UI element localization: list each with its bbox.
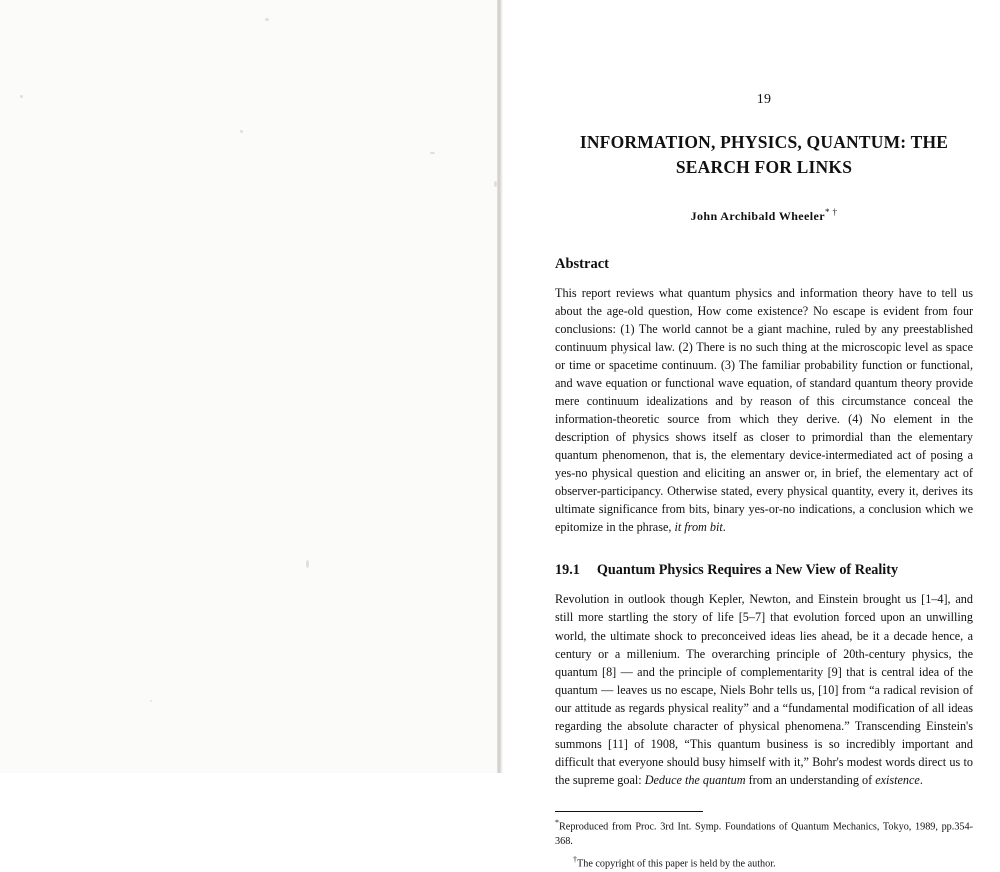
- footnote-1: [555, 817, 973, 849]
- scan-speckle: [20, 95, 23, 98]
- scan-speckle: [494, 181, 497, 187]
- paragraph-italic-b: existence: [875, 772, 920, 787]
- abstract-paragraph: [555, 284, 973, 537]
- author-footnote-marks: * †: [824, 206, 838, 217]
- abstract-heading: Abstract: [555, 255, 609, 272]
- scan-speckle: [265, 18, 269, 21]
- footnote-2-text: The copyright of this paper is held by the author.: [577, 858, 776, 870]
- scan-speckle: [306, 560, 309, 568]
- page-title: INFORMATION, PHYSICS, QUANTUM: THE SEARCH FOR LINKS: [579, 132, 949, 178]
- footnote-1-mark: *: [555, 817, 559, 827]
- abstract-body: This report reviews what quantum physics and information theory have to tell us about the age-old question, How come existence? No escape is evident from four conclusions: (1) The world cannot be a giant machine, ruled by any preestablished continuum physical law. (2) There is no such thing at the microscopic level as space or time or spacetime continuum. (3) The familiar probability function or functional, and wave equation or functional wave equation, of standard quantum theory provide mere continuum idealizations and by reason of this circumstance conceal the information-theoretic source from which they derive. (4) No element in the description of physics shows itself as closer to primordial than the elementary quantum phenomenon, that is, the elementary device-intermediated act of posing a yes-no physical question and eliciting an answer or, in brief, the elementary act of observer-participancy. Otherwise stated, every physical quantity, every it, derives its ultimate significance from bits, binary yes-or-no indications, a conclusion which we epitomize in the phrase,: [555, 285, 973, 535]
- scan-speckle: [240, 130, 243, 133]
- abstract-italic-phrase: it from bit: [674, 520, 723, 535]
- author-name: John Archibald Wheeler: [690, 208, 825, 223]
- paragraph-italic-a: Deduce the quantum: [644, 772, 746, 787]
- right-text-page: [503, 0, 1000, 870]
- left-blank-page: [0, 0, 497, 773]
- section-title: Quantum Physics Requires a New View of Reality: [596, 562, 899, 579]
- footnote-2: [555, 854, 973, 872]
- author-line: [555, 207, 973, 224]
- scan-speckle: [430, 152, 435, 154]
- section-number: 19.1: [555, 562, 580, 579]
- abstract-period: .: [722, 520, 726, 535]
- page-number: 19: [756, 92, 772, 107]
- section-heading: [555, 562, 973, 579]
- footnote-divider: [555, 811, 703, 812]
- footnote-1-text: Reproduced from Proc. 3rd Int. Symp. Foundations of Quantum Mechanics, Tokyo, 1989, pp.354-368.: [555, 821, 973, 847]
- paragraph-period: .: [919, 772, 923, 787]
- paragraph-mid: from an understanding of: [745, 772, 876, 787]
- scan-speckle: [150, 700, 152, 702]
- footnote-2-mark: †: [573, 855, 577, 865]
- section-paragraph-1: [555, 590, 973, 789]
- paragraph-body: Revolution in outlook though Kepler, Newton, and Einstein brought us [1–4], and still more startling the story of life [5–7] that evolution forced upon an unwilling world, the ultimate shock to preconceived ideas lies ahead, be it a decade hence, a century or a millenium. The overarching principle of 20th-century physics, the quantum [8] — and the principle of complementarity [9] that is central idea of the quantum — leaves us no escape, Niels Bohr tells us, [10] from “a radical revision of our attitude as regards physical reality” and a “fundamental modification of all ideas regarding the absolute character of physical phenomena.” Transcending Einstein's summons [11] of 1908, “This quantum business is so incredibly important and difficult that everyone should busy himself with it,” Bohr's modest words direct us to the supreme goal:: [555, 592, 973, 787]
